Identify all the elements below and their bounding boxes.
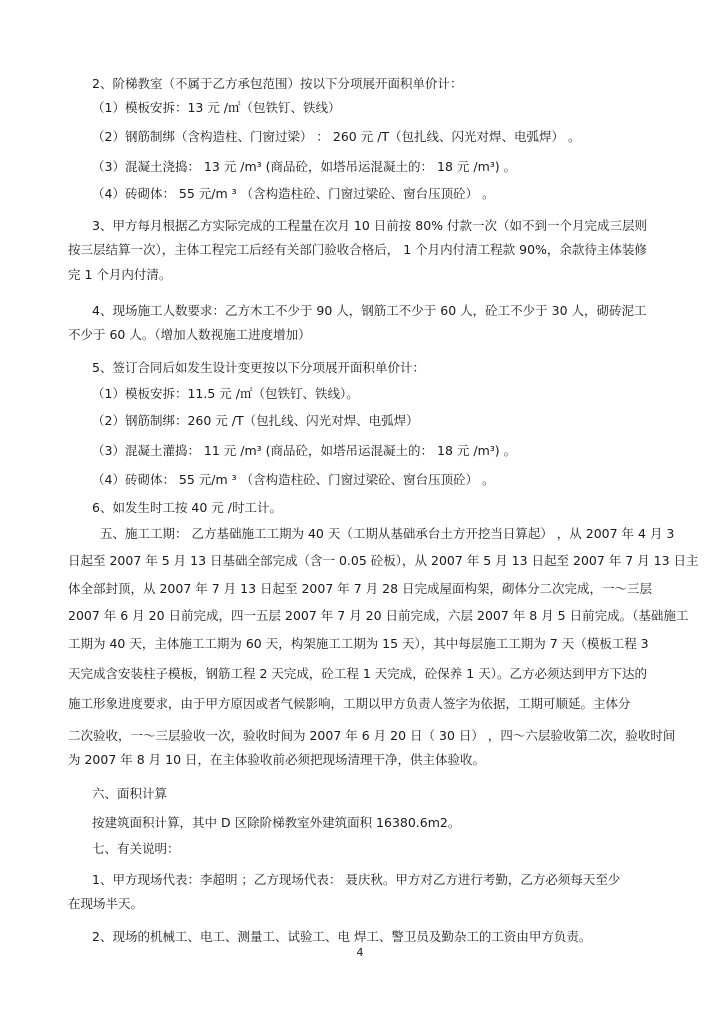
- page-number: 4: [356, 946, 364, 959]
- text-line-7: 按三层结算一次），主体工程完工后经有关部门验收合格后， 1 个月内付清工程款 90%，余款待主体装修: [68, 242, 647, 257]
- section-heading-area: 六、面积计算: [92, 786, 168, 801]
- text-line-5: （4）砖砌体： 55 元/m ³ （含构造柱砼、门窗过梁砼、窗台压顶砼） 。: [92, 186, 495, 201]
- text-line-9: 4、现场施工人数要求：乙方木工不少于 90 人，钢筋工不少于 60 人，砼工不少于 30 人，砌砖泥工: [92, 303, 647, 318]
- text-line-21: 工期为 40 天，主体施工工期为 60 天，构架施工工期为 15 天），其中每层施工工期为 7 天（模板工程 3: [68, 636, 649, 651]
- text-line-14: （3）混凝土灌捣： 11 元 /m³ (商品砼，如塔吊运混凝土的： 18 元 /m³) 。: [92, 443, 517, 458]
- text-line-13: （2）钢筋制绑：260 元 /T（包扎线、闪光对焊、电弧焊）: [92, 413, 419, 428]
- text-line-27: 按建筑面积计算，其中 D 区除阶梯教室外建筑面积 16380.6m2。: [92, 815, 461, 830]
- text-line-29: 1、甲方现场代表：李超明 ；乙方现场代表： 聂庆秋。甲方对乙方进行考勤，乙方必须每天至少: [92, 872, 621, 887]
- text-line-4: （3）混凝土浇捣： 13 元 /m³ (商品砼，如塔吊运混凝土的： 18 元 /m³) 。: [92, 159, 517, 174]
- text-line-12: （1）模板安拆：11.5 元 /㎡（包铁钉、铁线）。: [92, 386, 359, 401]
- text-line-24: 二次验收，一～三层验收一次，验收时间为 2007 年 6 月 20 日（ 30 日） ，四～六层验收第二次，验收时间: [68, 728, 676, 743]
- text-line-10: 不少于 60 人。（增加人数视施工进度增加）: [68, 327, 311, 342]
- text-line-3: （2）钢筋制绑（含构造柱、门窗过梁） ： 260 元 /T（包扎线、闪光对焊、电弧焊） 。: [92, 129, 581, 144]
- text-line-1: 2、阶梯教室（不属于乙方承包范围）按以下分项展开面积单价计：: [92, 76, 463, 91]
- text-line-6: 3、甲方每月根据乙方实际完成的工程量在次月 10 日前按 80% 付款一次（如不到一个月完成三层则: [92, 218, 648, 233]
- text-line-25: 为 2007 年 8 月 10 日，在主体验收前必须把现场清理干净，供主体验收。: [68, 752, 486, 767]
- text-line-18: 日起至 2007 年 5 月 13 日基础全部完成（含一 0.05 砼板），从 2007 年 5 月 13 日起至 2007 年 7 月 13 日主: [68, 553, 699, 568]
- text-line-15: （4）砖砌体： 55 元/m ³ （含构造柱砼、门窗过梁砼、窗台压顶砼） 。: [92, 472, 495, 487]
- text-line-19: 体全部封顶，从 2007 年 7 月 13 日起至 2007 年 7 月 28 日完成屋面构架，砌体分二次完成，一～三层: [68, 581, 653, 596]
- text-line-16: 6、如发生时工按 40 元 /时工计。: [92, 500, 282, 515]
- section-heading-notes: 七、有关说明：: [92, 841, 180, 856]
- text-line-20: 2007 年 6 月 20 日前完成，四一五层 2007 年 7 月 20 日前完成，六层 2007 年 8 月 5 日前完成。（基础施工: [68, 608, 689, 623]
- text-line-2: （1）模板安拆：13 元 /㎡（包铁钉、铁线）: [92, 100, 341, 115]
- text-line-11: 5、签订合同后如发生设计变更按以下分项展开面积单价计：: [92, 360, 425, 375]
- text-line-31: 2、现场的机械工、电工、测量工、试验工、电 焊工、警卫员及勤杂工的工资由甲方负责。: [92, 929, 592, 944]
- text-line-8: 完 1 个月内付清。: [68, 267, 172, 282]
- text-line-23: 施工形象进度要求，由于甲方原因或者气候影响，工期以甲方负责人签字为依据，工期可顺延。主体分: [68, 696, 631, 711]
- text-line-17: 五、施工工期： 乙方基础施工工期为 40 天（工期从基础承台土方开挖当日算起） ，从 2007 年 4 月 3: [100, 526, 675, 541]
- text-line-22: 天完成含安装柱子模板，钢筋工程 2 天完成，砼工程 1 天完成，砼保养 1 天）。乙方必须达到甲方下达的: [68, 666, 647, 681]
- text-line-30: 在现场半天。: [68, 896, 144, 911]
